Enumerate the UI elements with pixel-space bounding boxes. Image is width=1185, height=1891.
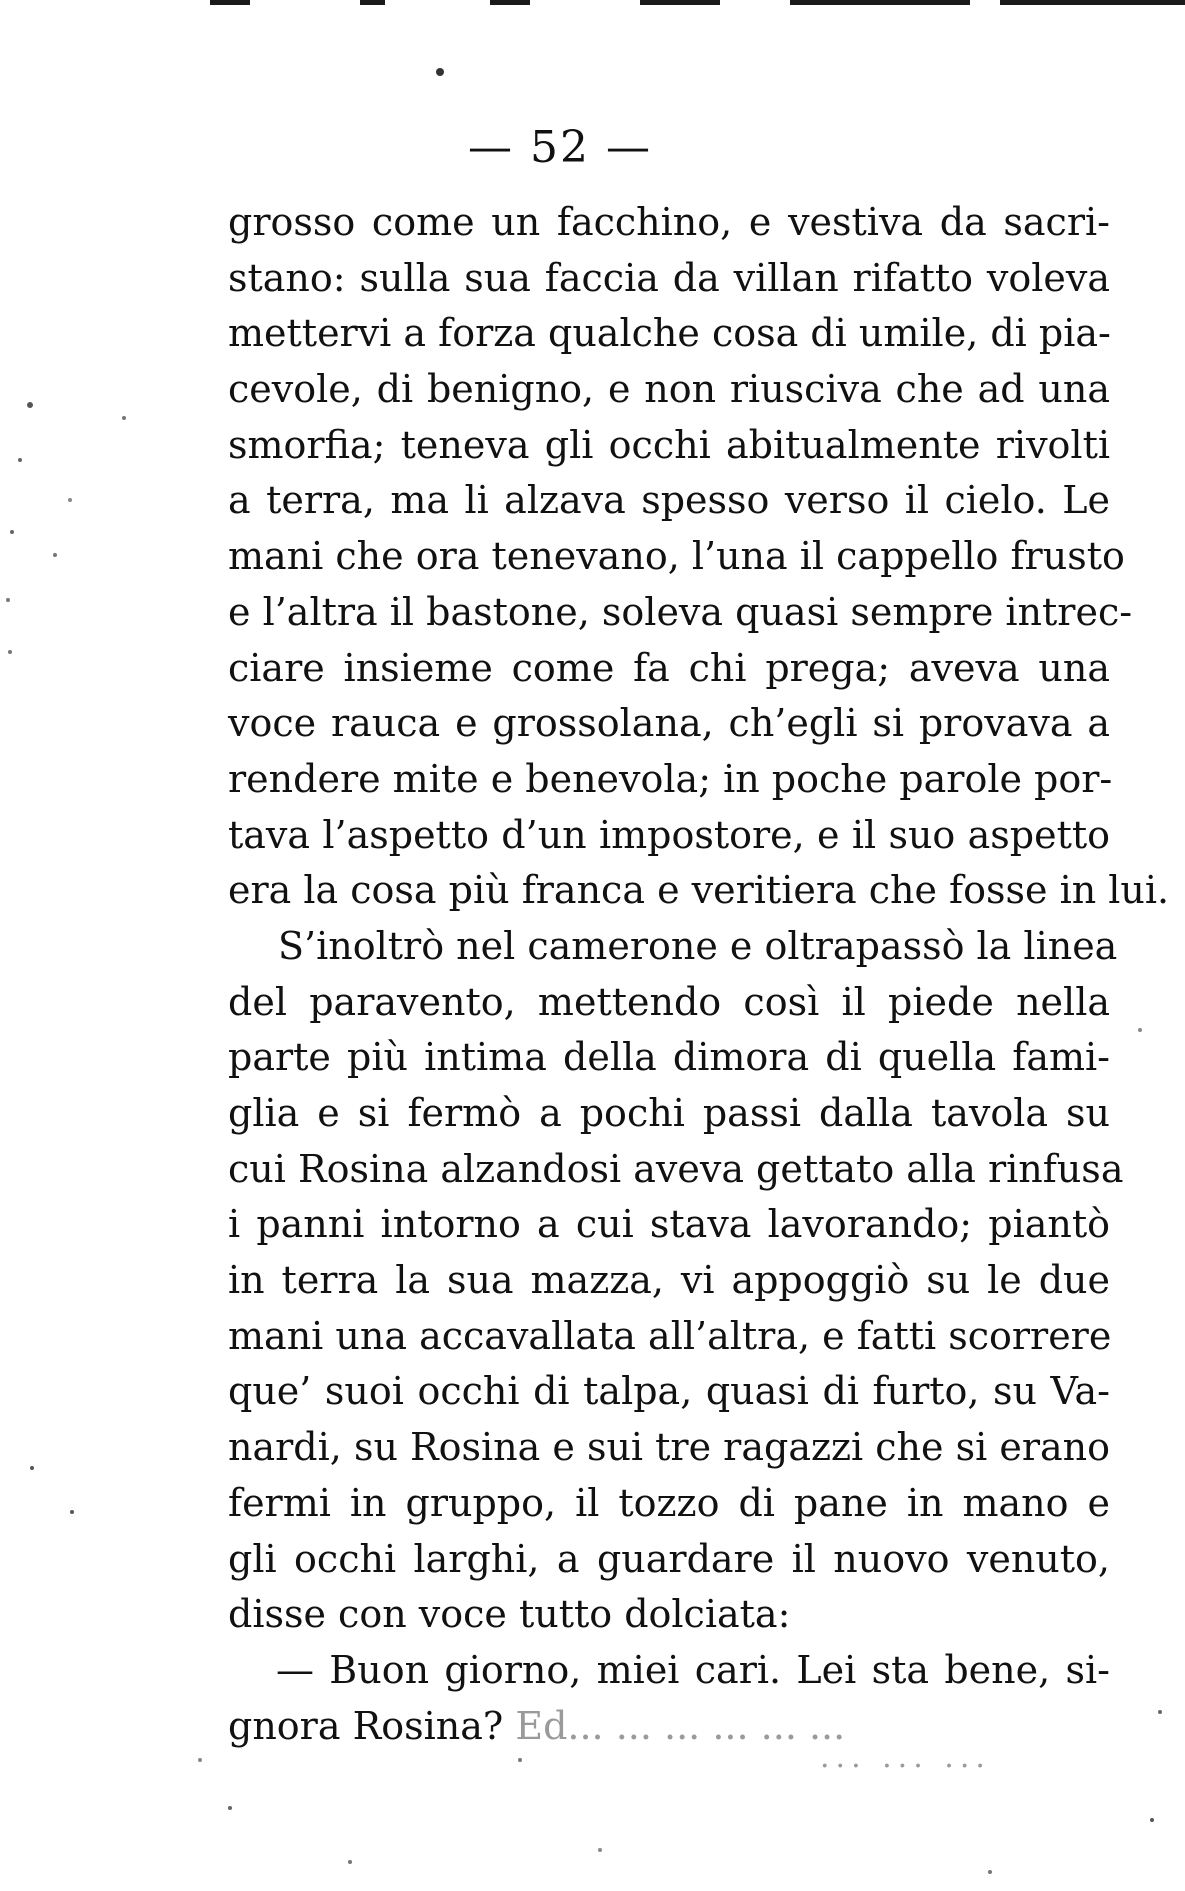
- text-line: mani che ora tenevano, l’una il cappello frusto: [228, 534, 1125, 579]
- body-text: [228, 195, 1170, 1754]
- text-line: mani una accavallata all’altra, e fatti scorrere: [228, 1313, 1112, 1358]
- text-line: tava l’aspetto d’un impostore, e il suo aspetto: [228, 812, 1110, 857]
- text-line: e l’altra il bastone, soleva quasi sempre intrec-: [228, 589, 1133, 634]
- text-line: del paravento, mettendo così il piede nella: [228, 979, 1110, 1024]
- text-line: mettervi a forza qualche cosa di umile, di pia-: [228, 311, 1111, 356]
- text-line: parte più intima della dimora di quella fami-: [228, 1035, 1110, 1080]
- dialogue-line: — Buon giorno, miei cari. Lei sta bene, si-: [276, 1647, 1110, 1692]
- text-line: que’ suoi occhi di talpa, quasi di furto, su Va-: [228, 1369, 1110, 1414]
- text-line: smorfia; teneva gli occhi abitualmente rivolti: [228, 422, 1110, 467]
- bleed-through-lower: ... ... ...: [820, 1740, 991, 1775]
- text-line: fermi in gruppo, il tozzo di pane in mano e: [228, 1480, 1110, 1525]
- text-line: S’inoltrò nel camerone e oltrapassò la linea: [278, 923, 1118, 968]
- bleed-through-text: Ed... ... ... ... ... ...: [515, 1703, 846, 1748]
- text-line: grosso come un facchino, e vestiva da sacri-: [228, 200, 1110, 244]
- text-line: gli occhi larghi, a guardare il nuovo venuto,: [228, 1536, 1110, 1581]
- text-line: glia e si fermò a pochi passi dalla tavola su: [228, 1091, 1110, 1135]
- page-number: — 52 —: [468, 122, 652, 173]
- text-line: disse con voce tutto dolciata:: [228, 1592, 791, 1637]
- text-line: nardi, su Rosina e sui tre ragazzi che si erano: [228, 1425, 1110, 1470]
- text-line: era la cosa più franca e veritiera che fosse in lui.: [228, 868, 1170, 913]
- text-line: i panni intorno a cui stava lavorando; piantò: [228, 1202, 1110, 1247]
- top-rule: [0, 0, 1185, 8]
- text-line: a terra, ma li alzava spesso verso il cielo. Le: [228, 478, 1110, 523]
- text-line: cui Rosina alzandosi aveva gettato alla rinfusa: [228, 1146, 1124, 1191]
- text-line: in terra la sua mazza, vi appoggiò su le due: [228, 1258, 1110, 1303]
- text-line: ciare insieme come fa chi prega; aveva una: [228, 645, 1110, 690]
- text-line: stano: sulla sua faccia da villan rifatto voleva: [228, 255, 1110, 300]
- text-line: voce rauca e grossolana, ch’egli si provava a: [228, 701, 1110, 746]
- text-line: rendere mite e benevola; in poche parole por-: [228, 756, 1113, 801]
- text-line: cevole, di benigno, e non riusciva che ad una: [228, 367, 1110, 412]
- final-line-text: gnora Rosina?: [228, 1703, 504, 1748]
